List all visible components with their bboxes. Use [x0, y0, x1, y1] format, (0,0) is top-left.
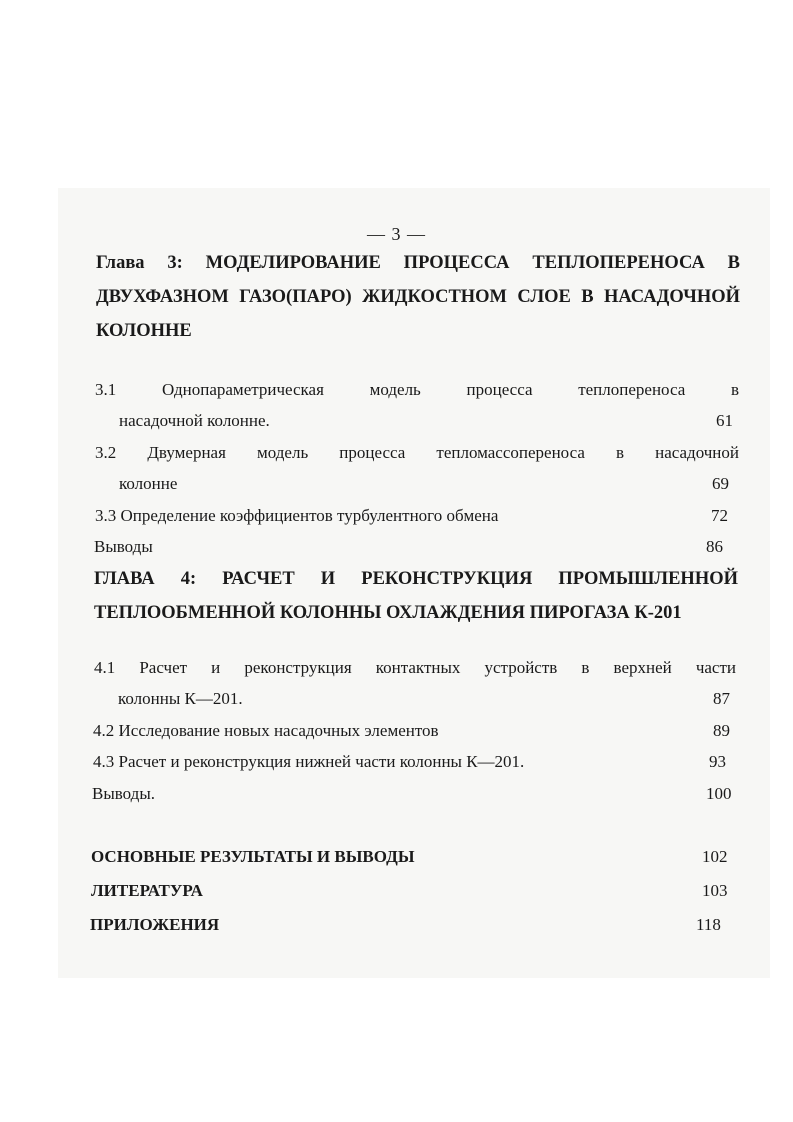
toc-entry-4-1-text: колонны К—201.: [118, 689, 243, 708]
chapter-4-title: [94, 562, 738, 630]
toc-entry-ch4-conclusions[interactable]: [92, 778, 736, 809]
toc-entry-4-3-page: 93: [709, 752, 726, 771]
toc-entry-appendices-text: ПРИЛОЖЕНИЯ: [90, 915, 220, 934]
toc-entry-4-3[interactable]: [93, 746, 737, 777]
chapter-4-title-line-1: ГЛАВА 4: РАСЧЕТ И РЕКОНСТРУКЦИЯ ПРОМЫШЛЕННОЙ: [94, 569, 738, 589]
chapter-4-title-line-2: ТЕПЛООБМЕННОЙ КОЛОННЫ ОХЛАЖДЕНИЯ ПИРОГАЗА К-201: [94, 603, 682, 623]
toc-entry-3-1-line-2: [95, 405, 739, 436]
toc-entry-3-1-page: 61: [716, 411, 733, 430]
toc-entry-ch4-conclusions-text: Выводы.: [92, 784, 156, 803]
toc-entry-3-2-text: колонне: [119, 474, 178, 493]
toc-entry-ch3-conclusions-page: 86: [706, 537, 723, 556]
page-number: — 3 —: [367, 224, 426, 244]
toc-entry-4-1-line-2: [94, 683, 736, 714]
chapter-3-title: [96, 246, 740, 348]
toc-entry-appendices[interactable]: [90, 909, 734, 940]
toc-entry-3-1-text: насадочной колонне.: [119, 411, 270, 430]
toc-entry-3-3-page: 72: [711, 506, 728, 525]
chapter-3-title-line-2: ДВУХФАЗНОМ ГАЗО(ПАРО) ЖИДКОСТНОМ СЛОЕ В НАСАДОЧНОЙ: [96, 287, 740, 307]
toc-entry-3-2[interactable]: [95, 437, 739, 499]
toc-entry-literature[interactable]: [91, 875, 735, 906]
toc-entry-3-2-page: 69: [712, 474, 729, 493]
toc-entry-3-1[interactable]: [95, 374, 739, 436]
toc-entry-3-2-line-1: 3.2 Двумерная модель процесса тепломассопереноса в насадочной: [95, 443, 739, 462]
toc-entry-main-results[interactable]: [91, 841, 735, 872]
toc-entry-4-1-page: 87: [713, 689, 730, 708]
toc-entry-appendices-page: 118: [696, 915, 721, 934]
toc-entry-4-2-text: 4.2 Исследование новых насадочных элементов: [93, 721, 439, 740]
toc-entry-3-3[interactable]: [95, 500, 739, 531]
chapter-3-title-line-3: КОЛОННЕ: [96, 321, 192, 341]
toc-entry-main-results-page: 102: [702, 847, 728, 866]
toc-entry-main-results-text: ОСНОВНЫЕ РЕЗУЛЬТАТЫ И ВЫВОДЫ: [91, 847, 415, 866]
toc-entry-ch4-conclusions-page: 100: [706, 784, 732, 803]
toc-entry-3-3-text: 3.3 Определение коэффициентов турбулентного обмена: [95, 506, 499, 525]
chapter-3-title-line-1: Глава 3: МОДЕЛИРОВАНИЕ ПРОЦЕССА ТЕПЛОПЕРЕНОСА В: [96, 253, 740, 273]
toc-entry-4-2-page: 89: [713, 721, 730, 740]
toc-entry-3-2-line-2: [95, 468, 739, 499]
toc-entry-4-1[interactable]: [94, 652, 736, 714]
toc-entry-4-2[interactable]: [93, 715, 737, 746]
toc-entry-4-3-text: 4.3 Расчет и реконструкция нижней части колонны К—201.: [93, 752, 525, 771]
toc-entry-4-1-line-1: 4.1 Расчет и реконструкция контактных устройств в верхней части: [94, 658, 736, 677]
toc-entry-ch3-conclusions[interactable]: [94, 531, 738, 562]
toc-entry-literature-page: 103: [702, 881, 728, 900]
toc-entry-literature-text: ЛИТЕРАТУРА: [91, 881, 203, 900]
toc-entry-ch3-conclusions-text: Выводы: [94, 537, 153, 556]
toc-entry-3-1-line-1: 3.1 Однопараметрическая модель процесса теплопереноса в: [95, 380, 739, 399]
